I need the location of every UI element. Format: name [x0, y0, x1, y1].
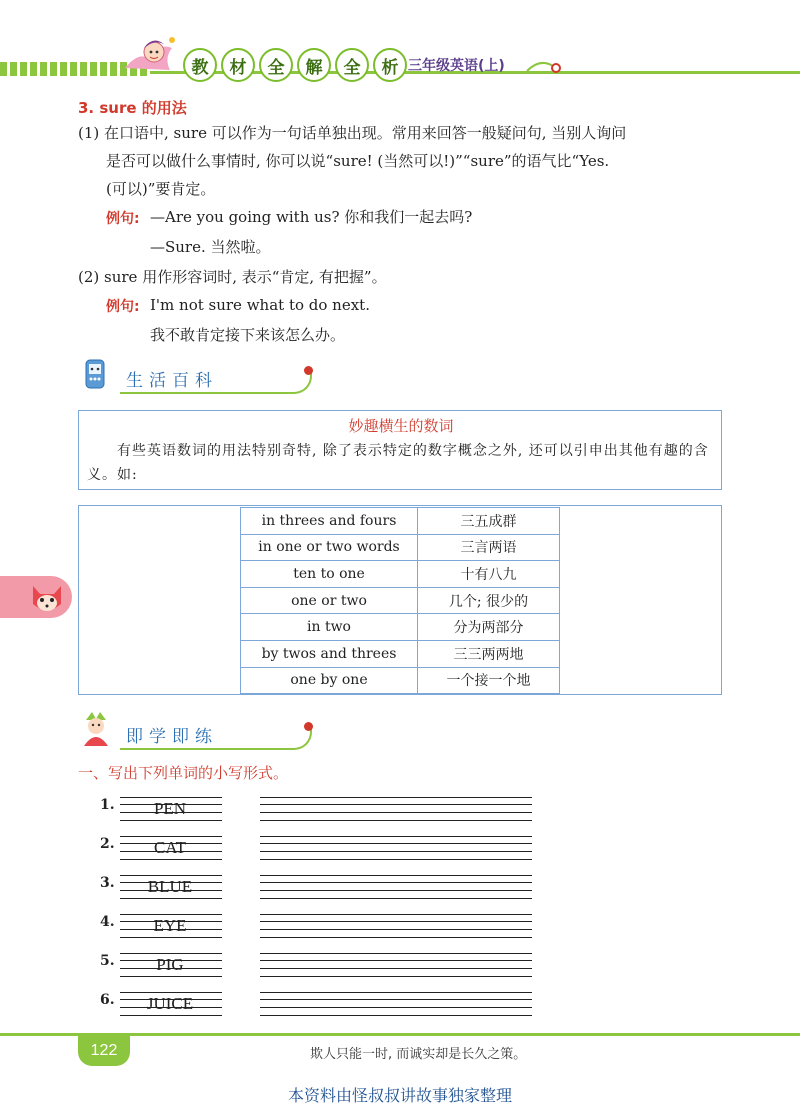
phrase-table — [240, 507, 560, 694]
table-row — [241, 667, 560, 694]
exercise-item — [100, 795, 540, 831]
item-number: 4. — [100, 914, 115, 930]
example-sentence: I'm not sure what to do next. — [150, 296, 370, 314]
phrase-en: in threes and fours — [241, 508, 418, 535]
info-box-title: 妙趣横生的数词 — [348, 417, 454, 435]
item-number: 3. — [100, 875, 115, 891]
example-label: 例句: — [106, 211, 140, 227]
uppercase-word: EYE — [153, 916, 187, 935]
example-label: 例句: — [106, 299, 140, 315]
page-number: 122 — [78, 1036, 130, 1066]
book-title — [183, 48, 407, 82]
practice-banner — [78, 720, 278, 748]
answer-lines[interactable] — [260, 834, 532, 862]
item-number: 5. — [100, 953, 115, 969]
uppercase-word: CAT — [153, 838, 187, 857]
phrase-en: ten to one — [241, 561, 418, 588]
table-row — [241, 587, 560, 614]
info-box — [78, 410, 722, 490]
phone-mascot-icon — [78, 356, 114, 392]
item-number: 2. — [100, 836, 115, 852]
phrase-zh: 三五成群 — [418, 508, 560, 535]
answer-lines[interactable] — [260, 990, 532, 1018]
fox-face-icon — [28, 578, 66, 616]
paragraph-line: (2) sure 用作形容词时, 表示“肯定, 有把握”。 — [78, 268, 387, 286]
phrase-en: one or two — [241, 587, 418, 614]
example-translation: 我不敢肯定接下来该怎么办。 — [150, 326, 346, 344]
section-title: 3. sure 的用法 — [78, 99, 187, 117]
paragraph-line: (1) 在口语中, sure 可以作为一句话单独出现。常用来回答一般疑问句, 当别人询问 — [78, 124, 627, 142]
table-row — [241, 534, 560, 561]
uppercase-word: BLUE — [147, 877, 193, 896]
table-row — [241, 508, 560, 535]
table-row — [241, 640, 560, 667]
banner-title: 生活百科 — [126, 371, 218, 391]
phrase-zh: 三言两语 — [418, 534, 560, 561]
phrase-zh: 几个; 很少的 — [418, 587, 560, 614]
title-char: 教 — [183, 48, 217, 82]
grade-label: 三年级英语(上) — [408, 58, 505, 74]
swirl-icon — [525, 56, 565, 76]
uppercase-word: JUICE — [146, 994, 194, 1013]
title-char: 析 — [373, 48, 407, 82]
answer-lines[interactable] — [260, 912, 532, 940]
exercise-heading: 一、写出下列单词的小写形式。 — [78, 764, 289, 782]
phrase-en: one by one — [241, 667, 418, 694]
answer-lines[interactable] — [260, 951, 532, 979]
credit-line: 本资料由怪叔叔讲故事独家整理 — [287, 1086, 512, 1105]
phrase-en: by twos and threes — [241, 640, 418, 667]
item-number: 6. — [100, 992, 115, 1008]
example-sentence: —Are you going with us? 你和我们一起去吗? — [150, 208, 473, 226]
exercise-item — [100, 990, 540, 1026]
item-number: 1. — [100, 797, 115, 813]
phrase-zh: 分为两部分 — [418, 614, 560, 641]
girl-mascot-icon — [120, 30, 180, 80]
info-box-body: 有些英语数词的用法特别奇特, 除了表示特定的数字概念之外, 还可以引申出其他有趣的含义。如: — [87, 443, 709, 483]
answer-lines[interactable] — [260, 873, 532, 901]
life-banner — [78, 364, 278, 392]
phrase-zh: 三三两两地 — [418, 640, 560, 667]
phrase-zh: 一个接一个地 — [418, 667, 560, 694]
phrase-en: in two — [241, 614, 418, 641]
phrase-en: in one or two words — [241, 534, 418, 561]
exercise-item — [100, 912, 540, 948]
uppercase-word: PIG — [156, 955, 184, 974]
exercise-item — [100, 951, 540, 987]
table-row — [241, 614, 560, 641]
title-char: 材 — [221, 48, 255, 82]
example-reply: —Sure. 当然啦。 — [150, 238, 271, 256]
exercise-item — [100, 834, 540, 870]
paragraph-line: (可以)”要肯定。 — [106, 180, 216, 198]
title-char: 全 — [335, 48, 369, 82]
answer-lines[interactable] — [260, 795, 532, 823]
phrase-zh: 十有八九 — [418, 561, 560, 588]
exercise-item — [100, 873, 540, 909]
paragraph-line: 是否可以做什么事情时, 你可以说“sure! (当然可以!)”“sure”的语气比“Yes. — [106, 152, 610, 170]
child-mascot-icon — [78, 710, 114, 748]
banner-title: 即学即练 — [126, 727, 218, 747]
table-row — [241, 561, 560, 588]
uppercase-word: PEN — [153, 799, 187, 818]
title-char: 全 — [259, 48, 293, 82]
title-char: 解 — [297, 48, 331, 82]
footer-motto: 欺人只能一时, 而诚实却是长久之策。 — [310, 1047, 527, 1062]
